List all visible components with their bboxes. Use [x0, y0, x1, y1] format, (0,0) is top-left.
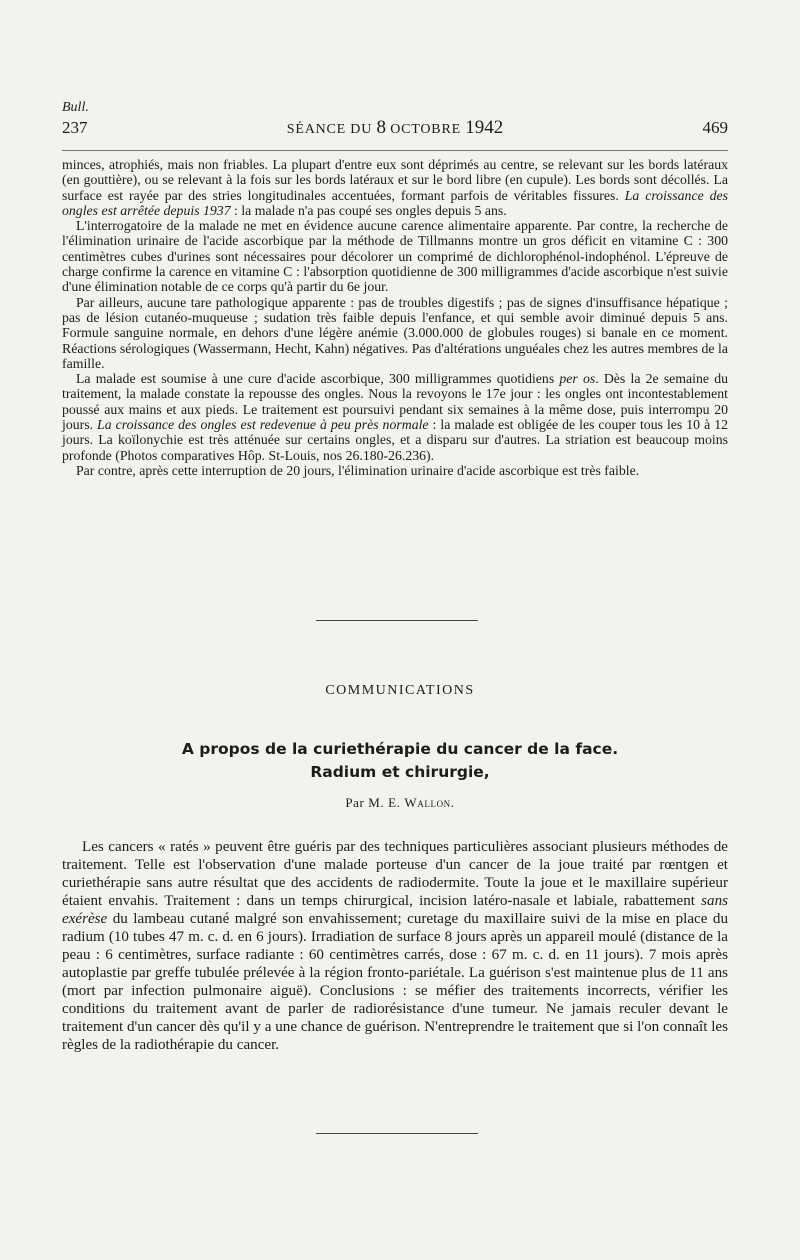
journal-abbrev: Bull. — [62, 100, 89, 115]
end-divider — [316, 1133, 478, 1134]
italic-span: La croissance des ongles est arrêtée depuis 1937 — [62, 187, 728, 218]
section-title: COMMUNICATIONS — [325, 683, 475, 698]
seance-prefix: SÉANCE DU — [286, 122, 373, 137]
article-body — [62, 838, 728, 1054]
page-number: 469 — [702, 118, 728, 137]
header-divider — [62, 150, 728, 151]
text-span: Les cancers « ratés » peuvent être guéris par des techniques particulières associant plusieurs méthodes de traitement. Telle est l'observation d'une malade porteuse d'un cancer de la joue traité par rœntgen et curiethérapie sans autre résultat que des accidents de radiodermite. Toute la joue et le maxillaire supérieur étaient envahis. Traitement : dans un temps chirurgical, incision latéro-nasale et labiale, rabattement — [62, 839, 728, 909]
italic-span: sans exérèse — [62, 893, 728, 927]
continuation-paragraph-4 — [62, 371, 728, 463]
italic-span: La croissance des ongles est redevenue à peu près normale — [97, 417, 429, 433]
section-divider — [316, 620, 478, 621]
seance-month: OCTOBRE — [390, 122, 461, 137]
text-span: du lambeau cutané malgré son envahissement; curetage du maxillaire suivi de la mise en place du radium (10 tubes 47 m. c. d. en 6 jours). Irradiation de surface 8 jours après un appareil moulé (distance de la peau : 6 centimètres, surface radiante : 60 centimètres carrés, dose : 67 m. c. d. en 11 jours). 7 mois après autoplastie par greffe tubulée prélevée à la région fronto-pariétale. La guérison s'est maintenue plus de 11 ans (mort par infection pulmonaire aiguë). Conclusions : se méfier des traitements incorrects, vérifier les conditions du traitement avant de parler de radiorésistance d'une tumeur. Ne jamais reculer devant le traitement d'un cancer dès qu'il y a une chance de guérison. N'entreprendre le traitement que si l'on connaît les règles de la radiothérapie du cancer. — [62, 911, 728, 1053]
article-author — [0, 795, 800, 811]
seance-day: 8 — [376, 117, 386, 138]
volume-number: 237 — [62, 118, 88, 137]
article-title-line-2: Radium et chirurgie, — [310, 763, 490, 781]
text-span: La malade est soumise à une cure d'acide ascorbique, 300 milligrammes quotidiens — [76, 371, 560, 387]
author-suffix: . — [450, 795, 455, 810]
continuation-paragraph-5: Par contre, après cette interruption de 20 jours, l'élimination urinaire d'acide ascorbique est très faible. — [76, 462, 640, 478]
article-title — [0, 738, 800, 784]
text-span: : la malade est obligée de les couper tous les 10 à 12 jours. La koïlonychie est très atténuée sur certains ongles, et a disparu sur d'autres. La striation est beaucoup moins profonde (Photos comparatives Hôp. St-Louis, nos 26.180-26.236). — [62, 417, 728, 463]
italic-span: per os — [559, 371, 596, 387]
continuation-paragraph-2: L'interrogatoire de la malade ne met en évidence aucune carence alimentaire apparente. Par contre, la recherche de l'élimination urinaire de l'acide ascorbique par la méthode de Tillmanns montre un gros déficit en vitamine C : 300 centimètres cubes d'urines sont nécessaires pour décolorer un comprimé de dichlorophénol-indophénol. L'épreuve de charge confirme la carence en vitamine C : l'absorption quotidienne de 300 milligrammes d'acide ascorbique n'est suivie d'une élimination notable de ce corps qu'à partir du 6e jour. — [62, 218, 728, 295]
continuation-paragraph-1 — [62, 157, 728, 218]
article-paragraph — [62, 838, 728, 1054]
seance-title — [287, 117, 504, 139]
running-header — [62, 117, 728, 139]
author-prefix: Par M. E. — [345, 795, 401, 810]
article-title-line-1: A propos de la curiethérapie du cancer de la face. — [181, 740, 619, 758]
continuation-paragraph-3: Par ailleurs, aucune tare pathologique apparente : pas de troubles digestifs ; pas de signes d'insuffisance hépatique ; pas de lésion cutanéo-muqueuse ; sudation très faible depuis l'enfance, et qui semble avoir diminué depuis 5 ans. Formule sanguine normale, en dehors d'une légère anémie (3.000.000 de globules rouges) si banale en ce moment. Réactions sérologiques (Wassermann, Hecht, Kahn) négatives. Pas d'altérations unguéales chez les autres membres de la famille. — [62, 294, 728, 371]
text-span: : la malade n'a pas coupé ses ongles depuis 5 ans. — [230, 202, 507, 218]
text-span: . Dès la 2e semaine du traitement, la malade constate la repousse des ongles. Nous la revoyons le 17e jour : les ongles ont incontestablement poussé aux mains et aux pieds. Le traitement est poursuivi pendant six semaines à la même dose, puis interrompu 20 jours. — [62, 371, 728, 433]
continuation-text — [62, 157, 728, 478]
author-name: Wallon — [404, 795, 451, 810]
text-span: minces, atrophiés, mais non friables. La plupart d'entre eux sont déprimés au centre, se relevant sur les bords latéraux (en gouttière), ou se relevant à la fois sur les bords latéraux et sur le bord libre (en cupule). Les bords sont décollés. La surface est rayée par des stries longitudinales accentuées, formant parfois de véritables fissures. — [62, 157, 728, 203]
seance-year: 1942 — [465, 117, 504, 138]
